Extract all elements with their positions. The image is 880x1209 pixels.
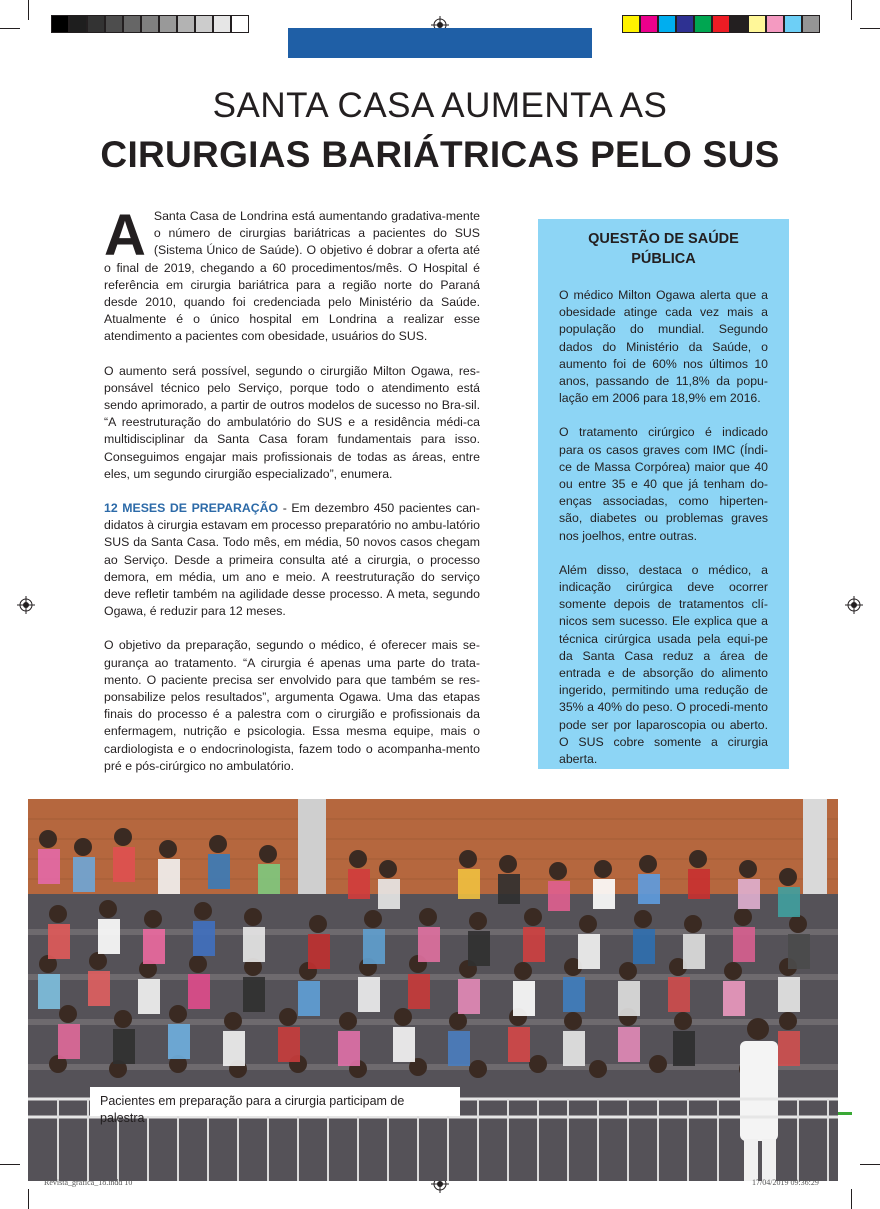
- grayscale-swatch: [87, 15, 105, 33]
- crop-mark: [28, 0, 29, 20]
- article-title-line2: CIRURGIAS BARIÁTRICAS PELO SUS: [100, 134, 780, 175]
- crop-mark: [860, 1164, 880, 1165]
- article-paragraph: O objetivo da preparação, segundo o médico, é oferecer mais se-gurança ao tratamento. “A cirurgia é apenas uma parte do trata-mento. O paciente precisa ser envolvido para que também se res-ponsabilize pelos resultados”, argumenta Ogawa. Uma das etapas finais do processo é a palestra com o cirurgião e profissionais da enfermagem, nutrição e psicologia. Essa mesma equipe, mais o cardiologista e o endocrinologista, fazem todo o acompanha-mento pré e pós-cirúrgico no ambulatório.: [104, 638, 480, 773]
- crop-mark: [0, 1164, 20, 1165]
- article-body: [104, 203, 480, 792]
- color-swatch: [658, 15, 676, 33]
- article-paragraph-text: Santa Casa de Londrina está aumentando gradativa-mente o número de cirurgias bariátricas a pacientes do SUS (Sistema Único de Saúde). O objetivo é dobrar a oferta até o final de 2019, chegando a 60 procedimentos/mês. O Hospital é referência em cirurgia bariátrica para a região norte do Paraná desde 2010, quando foi credenciada pelo Ministério da Saúde. Atualmente é o único hospital em Londrina a realizar esse atendimento a pacientes com obesidade, usuários do SUS.: [104, 209, 480, 344]
- grayscale-calibration-bar: [51, 15, 249, 33]
- footer-file-name: Revista_grafica_18.indd 10: [44, 1178, 133, 1187]
- page-edge-mark: [838, 1112, 852, 1115]
- crop-mark: [0, 28, 20, 29]
- section-accent-bar: [288, 28, 592, 58]
- color-swatch: [802, 15, 820, 33]
- crop-mark: [851, 1189, 852, 1209]
- grayscale-swatch: [177, 15, 195, 33]
- footer-timestamp: 17/04/2019 09:36:29: [752, 1178, 819, 1187]
- drop-cap: A: [104, 203, 146, 268]
- article-paragraph-text: - Em dezembro 450 pacientes can-didatos à cirurgia estavam em processo preparatório no ambu-latório SUS da Santa Casa. Todo mês, em média, 50 novos casos chegam ao Serviço. Desde a primeira consulta até a cirurgia, o processo demora, em média, um ano e meio. A reestruturação do serviço deve refletir também na agilidade desse processo. A meta, segundo Ogawa, é reduzir para 12 meses.: [104, 501, 480, 619]
- crop-mark: [860, 28, 880, 29]
- grayscale-swatch: [105, 15, 123, 33]
- color-swatch: [640, 15, 658, 33]
- sidebar-title: QUESTÃO DE SAÚDE PÚBLICA: [588, 231, 739, 267]
- color-swatch: [622, 15, 640, 33]
- grayscale-swatch: [195, 15, 213, 33]
- photo-caption: Pacientes em preparação para a cirurgia participam de palestra: [90, 1087, 460, 1116]
- sidebar-paragraph: Além disso, destaca o médico, a indicação cirúrgica deve ocorrer somente depois de tratamentos clí-nicos sem sucesso. Ele explica que a técnica cirúrgica usada pela equi-pe da Santa Casa reduz a área de entrada e de absorção do alimento ingerido, permitindo uma redução de 35% a 40% do peso. O procedi-mento pode ser por laparoscopia ou aberto. O SUS cobre somente a cirurgia aberta.: [559, 562, 768, 767]
- color-swatch: [784, 15, 802, 33]
- grayscale-swatch: [51, 15, 69, 33]
- grayscale-swatch: [231, 15, 249, 33]
- grayscale-swatch: [123, 15, 141, 33]
- color-swatch: [694, 15, 712, 33]
- crop-mark: [28, 1189, 29, 1209]
- sidebar-paragraph: O tratamento cirúrgico é indicado para os casos graves com IMC (Índi-ce de Massa Corpórea) maior que 40 ou entre 35 e 40 que já tenham do-enças associadas, como hiperten-são, diabetes ou problemas graves nos joelhos, entre outras.: [559, 425, 768, 543]
- article-paragraph: O aumento será possível, segundo o cirurgião Milton Ogawa, res-ponsável técnico pelo Serviço, porque todo o atendimento está sendo aprimorado, a partir de outros modelos de sucesso no Bra-sil. “A reestruturação do ambulatório do SUS e a residência médi-ca multidisciplinar da Santa Casa foram fundamentais para isso. Conseguimos engajar mais profissionais de todas as áreas, entre eles, um segundo cirurgião especializado”, enumera.: [104, 363, 480, 481]
- sidebar-paragraph: O médico Milton Ogawa alerta que a obesidade atinge cada vez mais a população do mundial. Segundo dados do Ministério da Saúde, o aumento foi de 60% nos últimos 10 anos, passando de 11,8% da popu-lação em 2006 para 18,9% em 2016.: [559, 288, 768, 406]
- color-swatch: [676, 15, 694, 33]
- sidebar-box: [538, 219, 789, 769]
- crop-mark: [851, 0, 852, 20]
- article-paragraph: [104, 500, 480, 620]
- grayscale-swatch: [141, 15, 159, 33]
- grayscale-swatch: [159, 15, 177, 33]
- article-paragraph: [104, 203, 480, 346]
- grayscale-swatch: [69, 15, 87, 33]
- color-swatch: [748, 15, 766, 33]
- grayscale-swatch: [213, 15, 231, 33]
- registration-mark-icon: [17, 596, 35, 614]
- color-swatch: [730, 15, 748, 33]
- color-swatch: [766, 15, 784, 33]
- audience-photo-illustration: [28, 799, 838, 1181]
- audience-photo: [28, 799, 838, 1181]
- color-calibration-bar: [622, 15, 820, 33]
- registration-mark-icon: [845, 596, 863, 614]
- color-swatch: [712, 15, 730, 33]
- article-title-line1: SANTA CASA AUMENTA AS: [212, 86, 668, 125]
- section-subheading: 12 MESES DE PREPARAÇÃO: [104, 501, 279, 516]
